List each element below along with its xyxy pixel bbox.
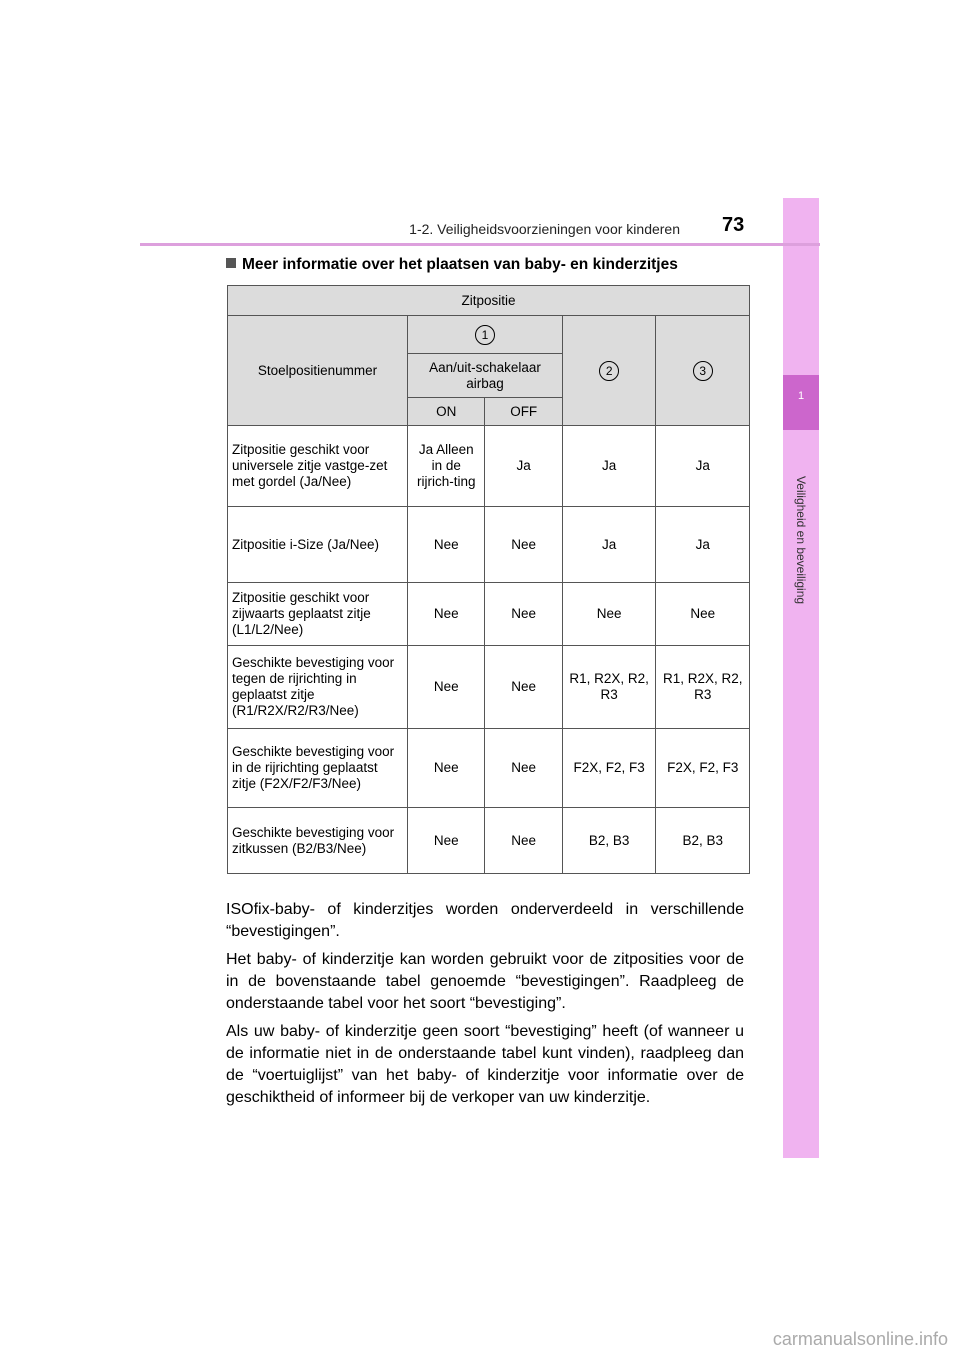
square-bullet-icon: [226, 258, 236, 268]
cell-on: Nee: [408, 808, 485, 874]
table-top-header: Zitpositie: [228, 286, 750, 316]
seat-3-header: [656, 316, 750, 426]
seat-3-number: 3: [693, 361, 713, 381]
cell-seat-3: F2X, F2, F3: [656, 729, 750, 808]
row-label: Zitpositie i-Size (Ja/Nee): [228, 507, 408, 583]
cell-off: Nee: [485, 507, 562, 583]
paragraph-1: ISOfix-baby- of kinderzitjes worden onderverdeeld in verschillende “bevestigingen”.: [226, 901, 744, 940]
row-label: Geschikte bevestiging voor zitkussen (B2/B3/Nee): [228, 808, 408, 874]
row-label: Geschikte bevestiging voor in de rijrichting geplaatst zitje (F2X/F2/F3/Nee): [228, 729, 408, 808]
cell-seat-3: B2, B3: [656, 808, 750, 874]
cell-on: Nee: [408, 646, 485, 729]
cell-seat-3: Ja: [656, 426, 750, 507]
on-header: ON: [408, 398, 485, 426]
cell-on: Nee: [408, 583, 485, 646]
cell-off: Ja: [485, 426, 562, 507]
chapter-side-band: [783, 198, 819, 1158]
airbag-switch-header: Aan/uit-schakelaar airbag: [408, 354, 563, 398]
header-rule: [140, 243, 820, 246]
seat-1-number: 1: [475, 325, 495, 345]
seat-2-header: [562, 316, 656, 426]
cell-on: Nee: [408, 507, 485, 583]
section-header: 1-2. Veiligheidsvoorzieningen voor kinderen: [409, 221, 680, 237]
table-row: [228, 808, 750, 874]
page-number: 73: [722, 214, 745, 236]
section-title-text: Meer informatie over het plaatsen van baby- en kinderzitjes: [242, 256, 678, 273]
cell-seat-3: Nee: [656, 583, 750, 646]
cell-off: Nee: [485, 646, 562, 729]
seat-position-table: [227, 285, 750, 874]
table-row: [228, 583, 750, 646]
row-label: Geschikte bevestiging voor tegen de rijrichting in geplaatst zitje (R1/R2X/R2/R3/Nee): [228, 646, 408, 729]
off-header: OFF: [485, 398, 562, 426]
paragraph-3: Als uw baby- of kinderzitje geen soort “bevestiging” heeft (of wanneer u de informatie niet in de onderstaande tabel kunt vinden), raadpleeg dan de “voertuiglijst” van het baby- of kinderzitje voor informatie over de geschiktheid of informeer bij de verkoper van uw kinderzitje.: [226, 1023, 744, 1106]
cell-seat-2: R1, R2X, R2, R3: [562, 646, 656, 729]
cell-on: Nee: [408, 729, 485, 808]
table-row: [228, 426, 750, 507]
cell-off: Nee: [485, 583, 562, 646]
cell-on: Ja Alleen in de rijrich-ting: [408, 426, 485, 507]
paragraph-2: Het baby- of kinderzitje kan worden gebruikt voor de zitposities voor de in de bovenstaande tabel genoemde “bevestigingen”. Raadpleeg de onderstaande tabel voor het soort “bevestiging”.: [226, 951, 744, 1012]
chapter-active-marker: [783, 375, 819, 430]
table-row: [228, 507, 750, 583]
row-label: Zitpositie geschikt voor zijwaarts geplaatst zitje (L1/L2/Nee): [228, 583, 408, 646]
row-label: Zitpositie geschikt voor universele zitje vastge-zet met gordel (Ja/Nee): [228, 426, 408, 507]
cell-off: Nee: [485, 729, 562, 808]
watermark: carmanualsonline.info: [772, 1329, 948, 1349]
section-title: [226, 256, 678, 274]
cell-seat-2: B2, B3: [562, 808, 656, 874]
cell-seat-2: Ja: [562, 426, 656, 507]
cell-seat-2: Nee: [562, 583, 656, 646]
cell-off: Nee: [485, 808, 562, 874]
cell-seat-2: Ja: [562, 507, 656, 583]
cell-seat-2: F2X, F2, F3: [562, 729, 656, 808]
chapter-title: Veiligheid en beveiliging: [794, 475, 808, 605]
cell-seat-3: Ja: [656, 507, 750, 583]
seat-1-header: [408, 316, 563, 354]
seat-2-number: 2: [599, 361, 619, 381]
table-row: [228, 729, 750, 808]
cell-seat-3: R1, R2X, R2, R3: [656, 646, 750, 729]
chapter-number: 1: [797, 390, 805, 402]
row-header-label: Stoelpositienummer: [228, 316, 408, 426]
table-row: [228, 646, 750, 729]
